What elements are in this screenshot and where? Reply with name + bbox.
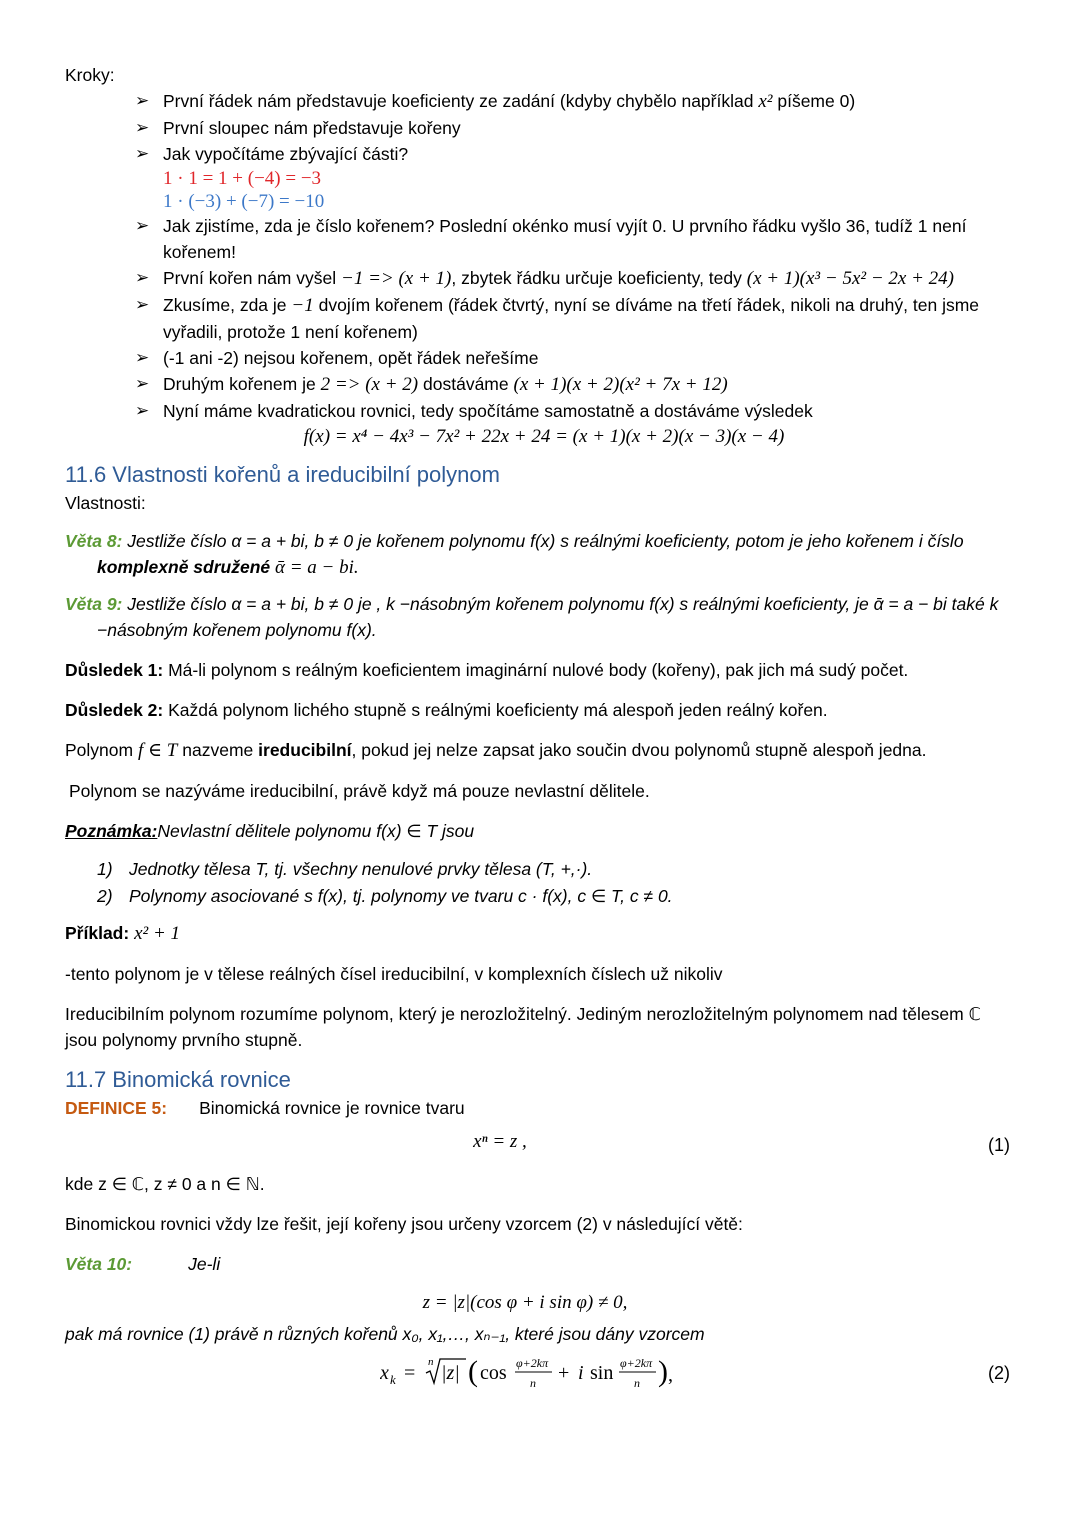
step-9: ➢ Nyní máme kvadratickou rovnici, tedy spočítáme samostatně a dostáváme výsledek f(x) = x⁴ − 4x³ − 7x² + 22x + 24 = (x + 1)(x + 2)(x − 3)(x − 4) [135,398,1015,450]
section-11-6-title: 11.6 Vlastnosti kořenů a ireducibilní polynom [65,462,500,487]
document-page [65,62,1015,1395]
definice-5: DEFINICE 5: Binomická rovnice je rovnice tvaru [65,1098,465,1118]
xk-subscript: k [390,1372,396,1387]
step-1: ➢ První řádek nám představuje koeficienty ze zadání (kdyby chybělo například x² píšeme 0) [135,88,1015,115]
frac1-num: φ+2kπ [516,1356,549,1370]
kroky-label: Kroky: [65,65,115,85]
priklad: Příklad: x² + 1 [65,923,181,944]
sin-label: sin [590,1362,614,1384]
frac1-den: n [530,1376,536,1390]
steps-list [65,88,1015,450]
veta-10: Věta 10: Je-li [65,1254,221,1274]
notes-list [65,856,1015,910]
section-11-7-title: 11.7 Binomická rovnice [65,1067,291,1092]
dusledek-1: Důsledek 1: Má-li polynom s reálným koeficientem imaginární nulové body (kořeny), pak jich má sudý počet. [65,660,909,680]
root-index: n [428,1356,434,1368]
vlastnosti-label: Vlastnosti: [65,493,146,513]
equals-sign: = [404,1362,416,1384]
equation-z: z = |z|(cos φ + i sin φ) ≠ 0, [422,1292,628,1313]
irreducible-definition: Polynom f ∈ T nazveme ireducibilní, pokud jej nelze zapsat jako součin dvou polynomů stupně alespoň jedna. [65,740,927,761]
formula-xk [380,1351,710,1400]
equation-1: xⁿ = z , (1) [473,1131,1010,1155]
veta-8: Věta 8: Jestliže číslo α = a + bi, b ≠ 0 je kořenem polynomu f(x) s reálnými koeficienty, potom je jeho kořenem i číslo komplexně sdružené ᾱ = a − bi. [65,531,964,578]
xk-symbol: x [380,1362,389,1384]
veta-9: Věta 9: Jestliže číslo α = a + bi, b ≠ 0 je , k −násobným kořenem polynomu f(x) s reálnými koeficienty, je ᾱ = a − bi také k −násobným kořenem polynomu f(x). [65,594,999,640]
priklad-text: -tento polynom je v tělese reálných čísel ireducibilní, v komplexních číslech už nikoliv [65,964,723,984]
comma: , [668,1364,673,1386]
final-text: Ireducibilním polynom rozumíme polynom, který je nerozložitelný. Jediným nerozložitelným polynomem nad tělesem ℂ jsou polynomy prvního stupně. [65,1004,981,1050]
solve-text: Binomickou rovnici vždy lze řešit, její kořeny jsou určeny vzorcem (2) v následující větě: [65,1214,743,1234]
step-8: ➢ Druhým kořenem je 2 => (x + 2) dostáváme (x + 1)(x + 2)(x² + 7x + 12) [135,371,1015,398]
frac2-den: n [634,1376,640,1390]
calc-red: 1 · 1 = 1 + (−4) = −3 [163,168,322,189]
equation-2: x k = n |z| ( cos φ+2kπ n + i sin φ+2kπ n ) , (2) [65,1351,1015,1395]
step-4: ➢ Jak zjistíme, zda je číslo kořenem? Poslední okénko musí vyjít 0. U prvního řádku vyšlo 36, tudíž 1 není kořenem! [135,213,1015,265]
irreducible-note: Polynom se nazýváme ireducibilní, právě když má pouze nevlastní dělitele. [69,781,650,801]
step-7: ➢ (-1 ani -2) nejsou kořenem, opět řádek neřešíme [135,345,1015,371]
abs-z: |z| [441,1362,460,1384]
i-unit: i [578,1362,584,1384]
step-2: ➢ První sloupec nám představuje kořeny [135,115,1015,141]
step-3: ➢ Jak vypočítáme zbývající části? 1 · 1 = 1 + (−4) = −3 1 · (−3) + (−7) = −10 [135,141,1015,213]
note-1: 1) Jednotky tělesa T, tj. všechny nenulové prvky tělesa (T, +,·). [97,859,593,879]
frac2-num: φ+2kπ [620,1356,653,1370]
then-text: pak má rovnice (1) právě n různých kořenů x₀, x₁,…, xₙ₋₁, které jsou dány vzorcem [65,1324,705,1344]
close-paren: ) [658,1355,668,1388]
calc-blue: 1 · (−3) + (−7) = −10 [163,191,325,212]
dusledek-2: Důsledek 2: Každá polynom lichého stupně s reálnými koeficienty má alespoň jeden reálný kořen. [65,700,828,720]
poznamka: Poznámka:Nevlastní dělitele polynomu f(x) ∈ T jsou [65,821,475,841]
result-equation: f(x) = x⁴ − 4x³ − 7x² + 22x + 24 = (x + 1)(x + 2)(x − 3)(x − 4) [303,426,785,447]
cos-label: cos [480,1362,507,1384]
note-2: 2) Polynomy asociované s f(x), tj. polynomy ve tvaru c · f(x), c ∈ T, c ≠ 0. [97,886,673,906]
step-5: ➢ První kořen nám vyšel −1 => (x + 1), zbytek řádku určuje koeficienty, tedy (x + 1)(x³ − 5x² − 2x + 24) [135,265,1015,292]
open-paren: ( [468,1355,478,1388]
root-formula-svg [380,1351,710,1395]
step-6: ➢ Zkusíme, zda je −1 dvojím kořenem (řádek čtvrtý, nyní se díváme na třetí řádek, nikoli na druhý, ten jsme vyřadili, protože 1 není kořenem) [135,292,1015,345]
kde-text: kde z ∈ ℂ, z ≠ 0 a n ∈ ℕ. [65,1174,265,1194]
plus-sign: + [558,1362,570,1384]
